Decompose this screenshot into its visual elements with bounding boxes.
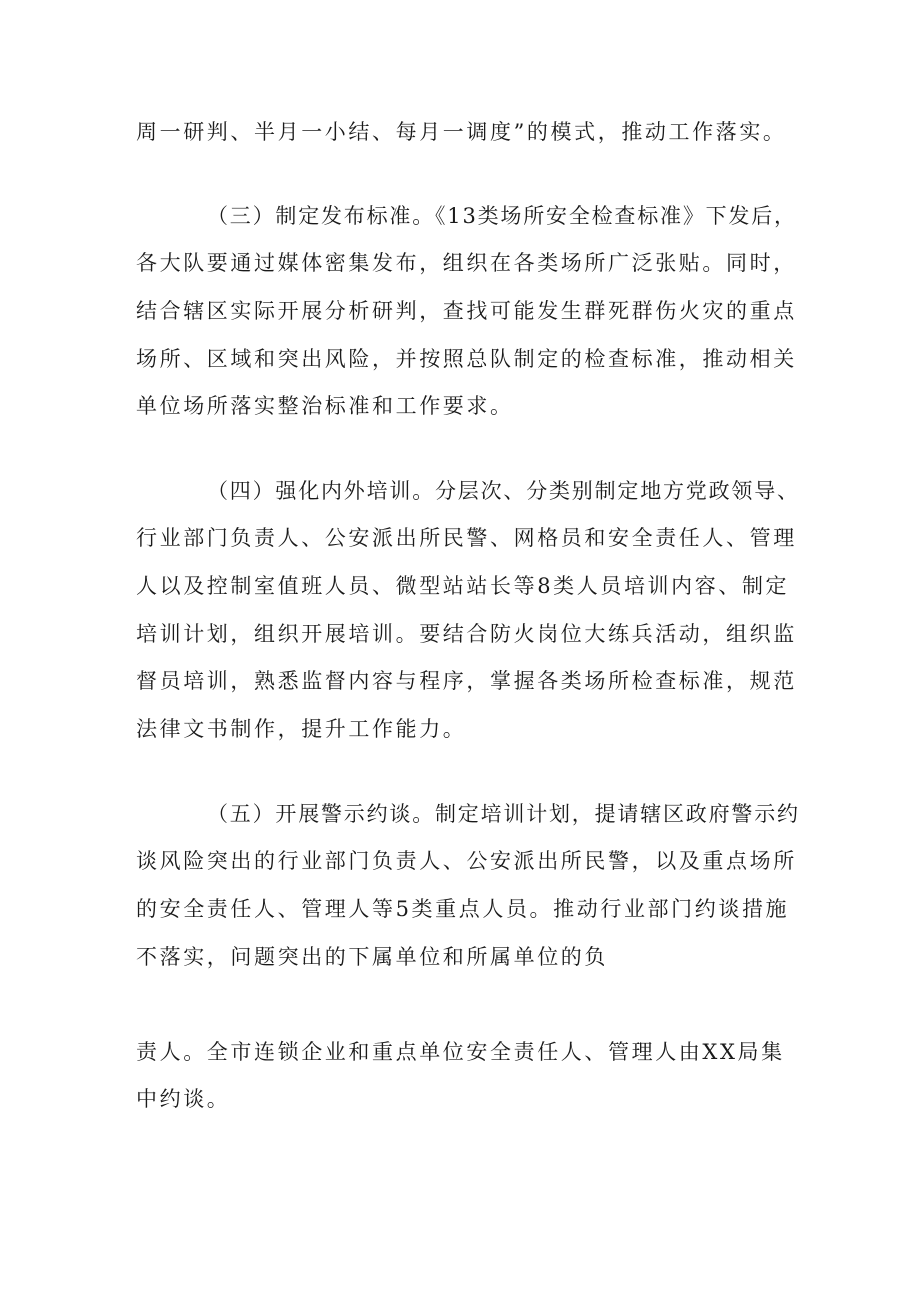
- paragraph-4-line-1: （五）开展警示约谈。制定培训计划，提请辖区政府警示约: [207, 802, 800, 826]
- paragraph-2-line-5: 单位场所落实整治标准和工作要求。: [136, 394, 514, 418]
- paragraph-4-line-3: 的安全责任人、管理人等5类重点人员。推动行业部门约谈措施: [136, 897, 790, 921]
- paragraph-3-line-4: 培训计划，组织开展培训。要结合防火岗位大练兵活动，组织监: [136, 622, 797, 646]
- paragraph-1-line-1: 周一研判、半月一小结、每月一调度”的模式，推动工作落实。: [136, 120, 787, 144]
- paragraph-3-line-1: （四）强化内外培训。分层次、分类别制定地方党政领导、: [207, 479, 800, 503]
- paragraph-3-line-2: 行业部门负责人、公安派出所民警、网格员和安全责任人、管理: [136, 526, 797, 550]
- paragraph-2-line-3: 结合辖区实际开展分析研判，查找可能发生群死群伤火灾的重点: [136, 299, 797, 323]
- paragraph-2-line-2: 各大队要通过媒体密集发布，组织在各类场所广泛张贴。同时，: [136, 251, 797, 275]
- paragraph-5-line-2: 中约谈。: [136, 1087, 231, 1111]
- paragraph-3-line-6: 法律文书制作，提升工作能力。: [136, 717, 467, 741]
- paragraph-3-line-5: 督员培训，熟悉监督内容与程序，掌握各类场所检查标准，规范: [136, 669, 797, 693]
- paragraph-2-line-4: 场所、区域和突出风险，并按照总队制定的检查标准，推动相关: [136, 347, 797, 371]
- paragraph-4-line-2: 谈风险突出的行业部门负责人、公安派出所民警，以及重点场所: [136, 849, 797, 873]
- paragraph-3-line-3: 人以及控制室值班人员、微型站站长等8类人员培训内容、制定: [136, 574, 790, 598]
- paragraph-5-line-1: 责人。全市连锁企业和重点单位安全责任人、管理人由XX局集: [136, 1040, 785, 1064]
- paragraph-2-line-1: （三）制定发布标准。《13类场所安全检查标准》下发后，: [207, 204, 797, 228]
- paragraph-4-line-4: 不落实，问题突出的下属单位和所属单位的负: [136, 945, 608, 969]
